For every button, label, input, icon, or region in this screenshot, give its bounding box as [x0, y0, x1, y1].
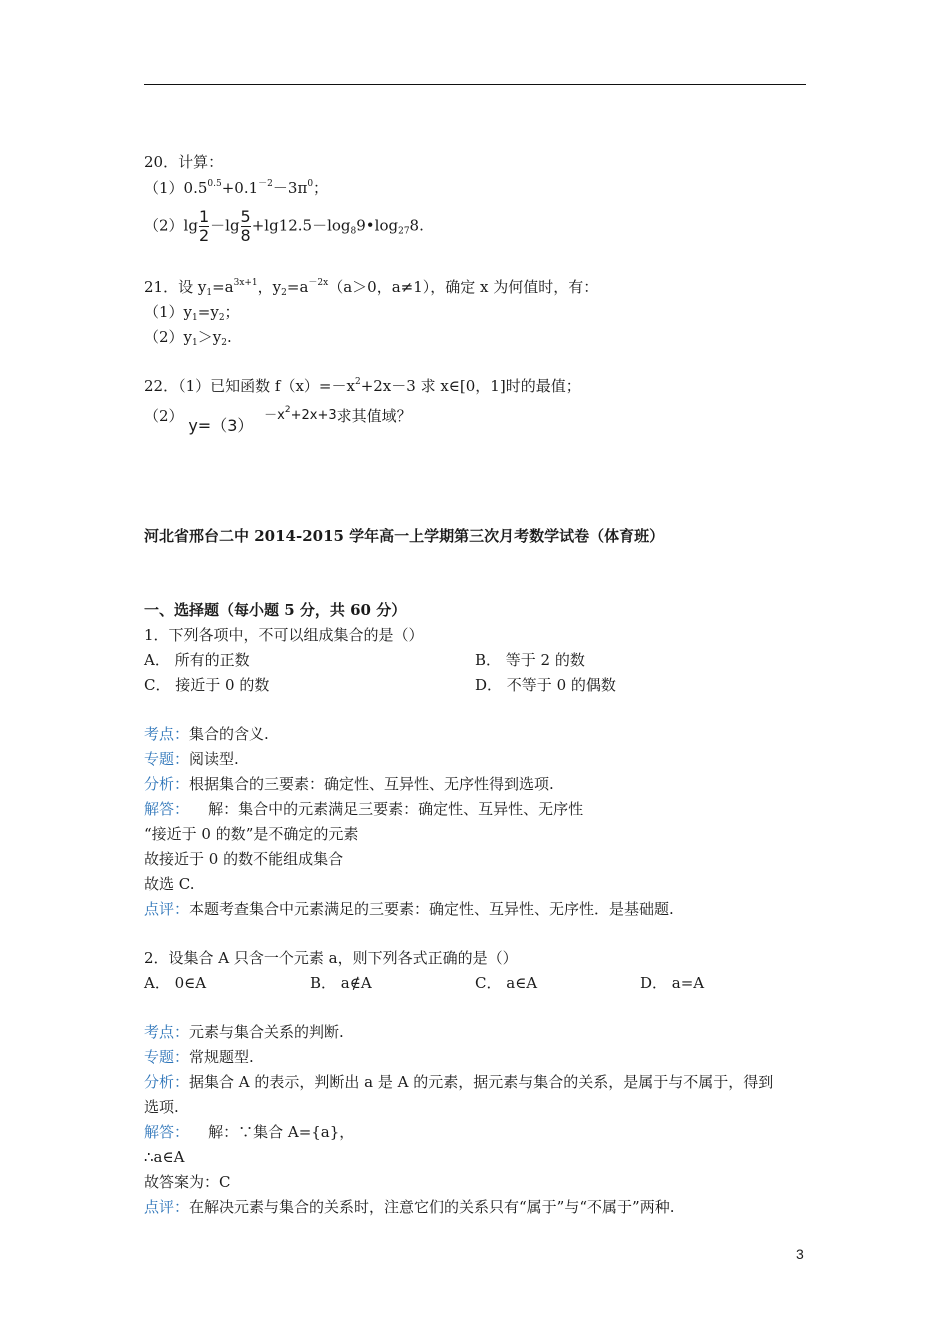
- q2-zhuanti: 专题：常规题型.: [144, 1048, 254, 1066]
- page-number: 3: [796, 1246, 804, 1262]
- q2-kaodian: 考点：元素与集合关系的判断.: [144, 1023, 344, 1041]
- q22-formula: y=（3）: [188, 416, 254, 435]
- q21-part2: $(2)y_1>y_2$.: [144, 328, 232, 348]
- q1-jieda: 解答： 解：集合中的元素满足三要素：确定性、互异性、无序性: [144, 800, 584, 818]
- section-heading: 一、选择题（每小题 5 分，共 60 分）: [144, 601, 407, 619]
- q2-option-c: C． a∈A: [475, 974, 538, 992]
- q2-fenxi: 分析：据集合 A 的表示，判断出 a 是 A 的元素，据元素与集合的关系，是属于与不属于，得到: [144, 1073, 774, 1091]
- q22-exponent: $-x^2+2x+3$: [264, 405, 337, 423]
- q2-jieda-line3: 故答案为：C: [144, 1173, 231, 1191]
- q2-fenxi-line2: 选项.: [144, 1098, 179, 1116]
- q21-stem: 21．设 $y_1=a^{3x+1}$，$y_2=a^{-2x}(a>0$，a≠1），确定 x 为何值时，有：: [144, 278, 599, 298]
- fraction-5-8: $\frac{5}{8}$: [240, 207, 251, 245]
- header-rule: [144, 84, 806, 85]
- q2-option-b: B． a∉A: [310, 974, 372, 992]
- q1-stem: 1．下列各项中，不可以组成集合的是（）: [144, 626, 424, 644]
- q20-title: 20．计算：: [144, 153, 224, 171]
- paper-title: 河北省邢台二中 2014-2015 学年高一上学期第三次月考数学试卷（体育班）: [144, 527, 665, 545]
- q1-option-c: C． 接近于 0 的数: [144, 676, 270, 694]
- q1-fenxi: 分析：根据集合的三要素：确定性、互异性、无序性得到选项.: [144, 775, 554, 793]
- fraction-1-2: $\frac{1}{2}$: [198, 207, 210, 245]
- q22-part2: （2） $y=(3) -x^2+2x+3$求其值域？: [144, 404, 412, 438]
- q2-jieda: 解答： 解：∵集合 A={a}，: [144, 1123, 355, 1141]
- q22-part1: 22．（1）已知函数 $f(x)=-x^2+2x-3$ 求 x∈[0，1]时的最值；: [144, 377, 581, 395]
- q21-part1: $(1)y_1=y_2$；: [144, 303, 240, 323]
- q1-option-a: A． 所有的正数: [144, 651, 250, 669]
- q1-dianping: 点评：本题考查集合中元素满足的三要素：确定性、互异性、无序性．是基础题.: [144, 900, 674, 918]
- q1-zhuanti: 专题：阅读型.: [144, 750, 239, 768]
- q1-jieda-line4: 故选 C.: [144, 875, 195, 893]
- q2-dianping: 点评：在解决元素与集合的关系时，注意它们的关系只有“属于”与“不属于”两种.: [144, 1198, 675, 1216]
- q2-option-d: D． a=A: [640, 974, 705, 992]
- q1-jieda-line3: 故接近于 0 的数不能组成集合: [144, 850, 344, 868]
- q2-jieda-line2: ∴a∈A: [144, 1148, 185, 1166]
- q20-part1: $(1)0.5^{0.5}+0.1^{-2}-3\pi^0$；: [144, 179, 329, 197]
- q1-jieda-line2: “接近于 0 的数”是不确定的元素: [144, 825, 359, 843]
- q1-option-b: B． 等于 2 的数: [475, 651, 585, 669]
- q20-part2: （2）lg $\frac{1}{2}$ －lg $\frac{5}{8}$ $+\lg 12.5-\log_89•\log_{27}8$.: [144, 207, 424, 245]
- q2-stem: 2．设集合 A 只含一个元素 a，则下列各式正确的是（）: [144, 949, 518, 967]
- q1-kaodian: 考点：集合的含义.: [144, 725, 269, 743]
- q2-option-a: A． 0∈A: [144, 974, 207, 992]
- q1-option-d: D． 不等于 0 的偶数: [475, 676, 616, 694]
